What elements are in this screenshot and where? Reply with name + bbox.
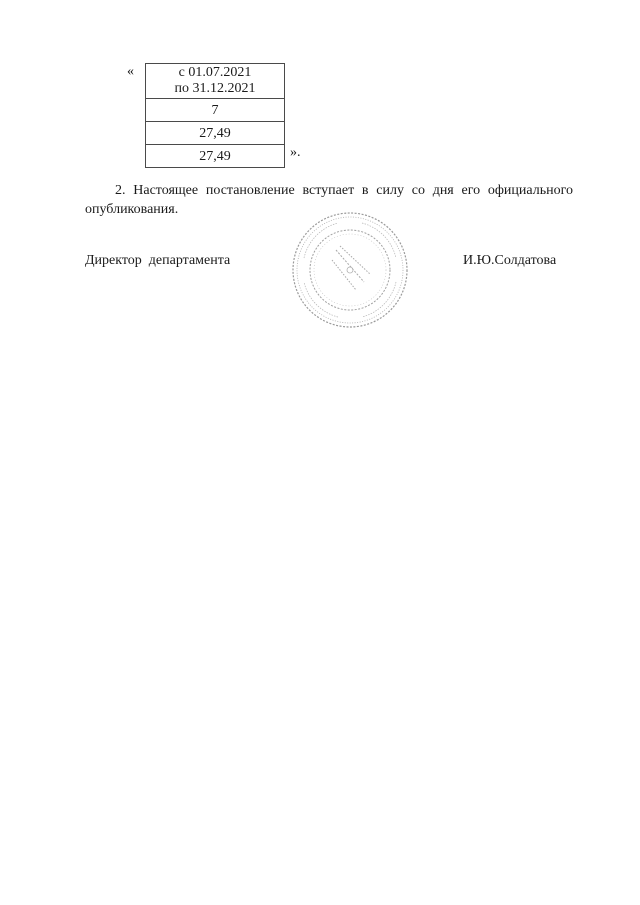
value-cell: 27,49 bbox=[146, 122, 285, 145]
official-seal bbox=[290, 210, 410, 330]
period-end: по 31.12.2021 bbox=[174, 81, 256, 96]
value-cell: 7 bbox=[146, 99, 285, 122]
period-start: с 01.07.2021 bbox=[178, 65, 252, 80]
signatory-title: Директор департамента bbox=[85, 253, 231, 268]
closing-quote: ». bbox=[290, 145, 301, 160]
opening-quote: « bbox=[127, 64, 134, 79]
table-row bbox=[146, 145, 285, 168]
value-cell: 27,49 bbox=[146, 145, 285, 168]
paragraph-text: 2. Настоящее постановление вступает в силу со дня его официального опубликования. bbox=[85, 183, 573, 217]
table-row bbox=[146, 64, 285, 99]
table-row bbox=[146, 99, 285, 122]
signatory-name: И.Ю.Солдатова bbox=[463, 253, 557, 268]
period-cell bbox=[146, 64, 285, 99]
table-row bbox=[146, 122, 285, 145]
tariff-table bbox=[145, 63, 285, 168]
